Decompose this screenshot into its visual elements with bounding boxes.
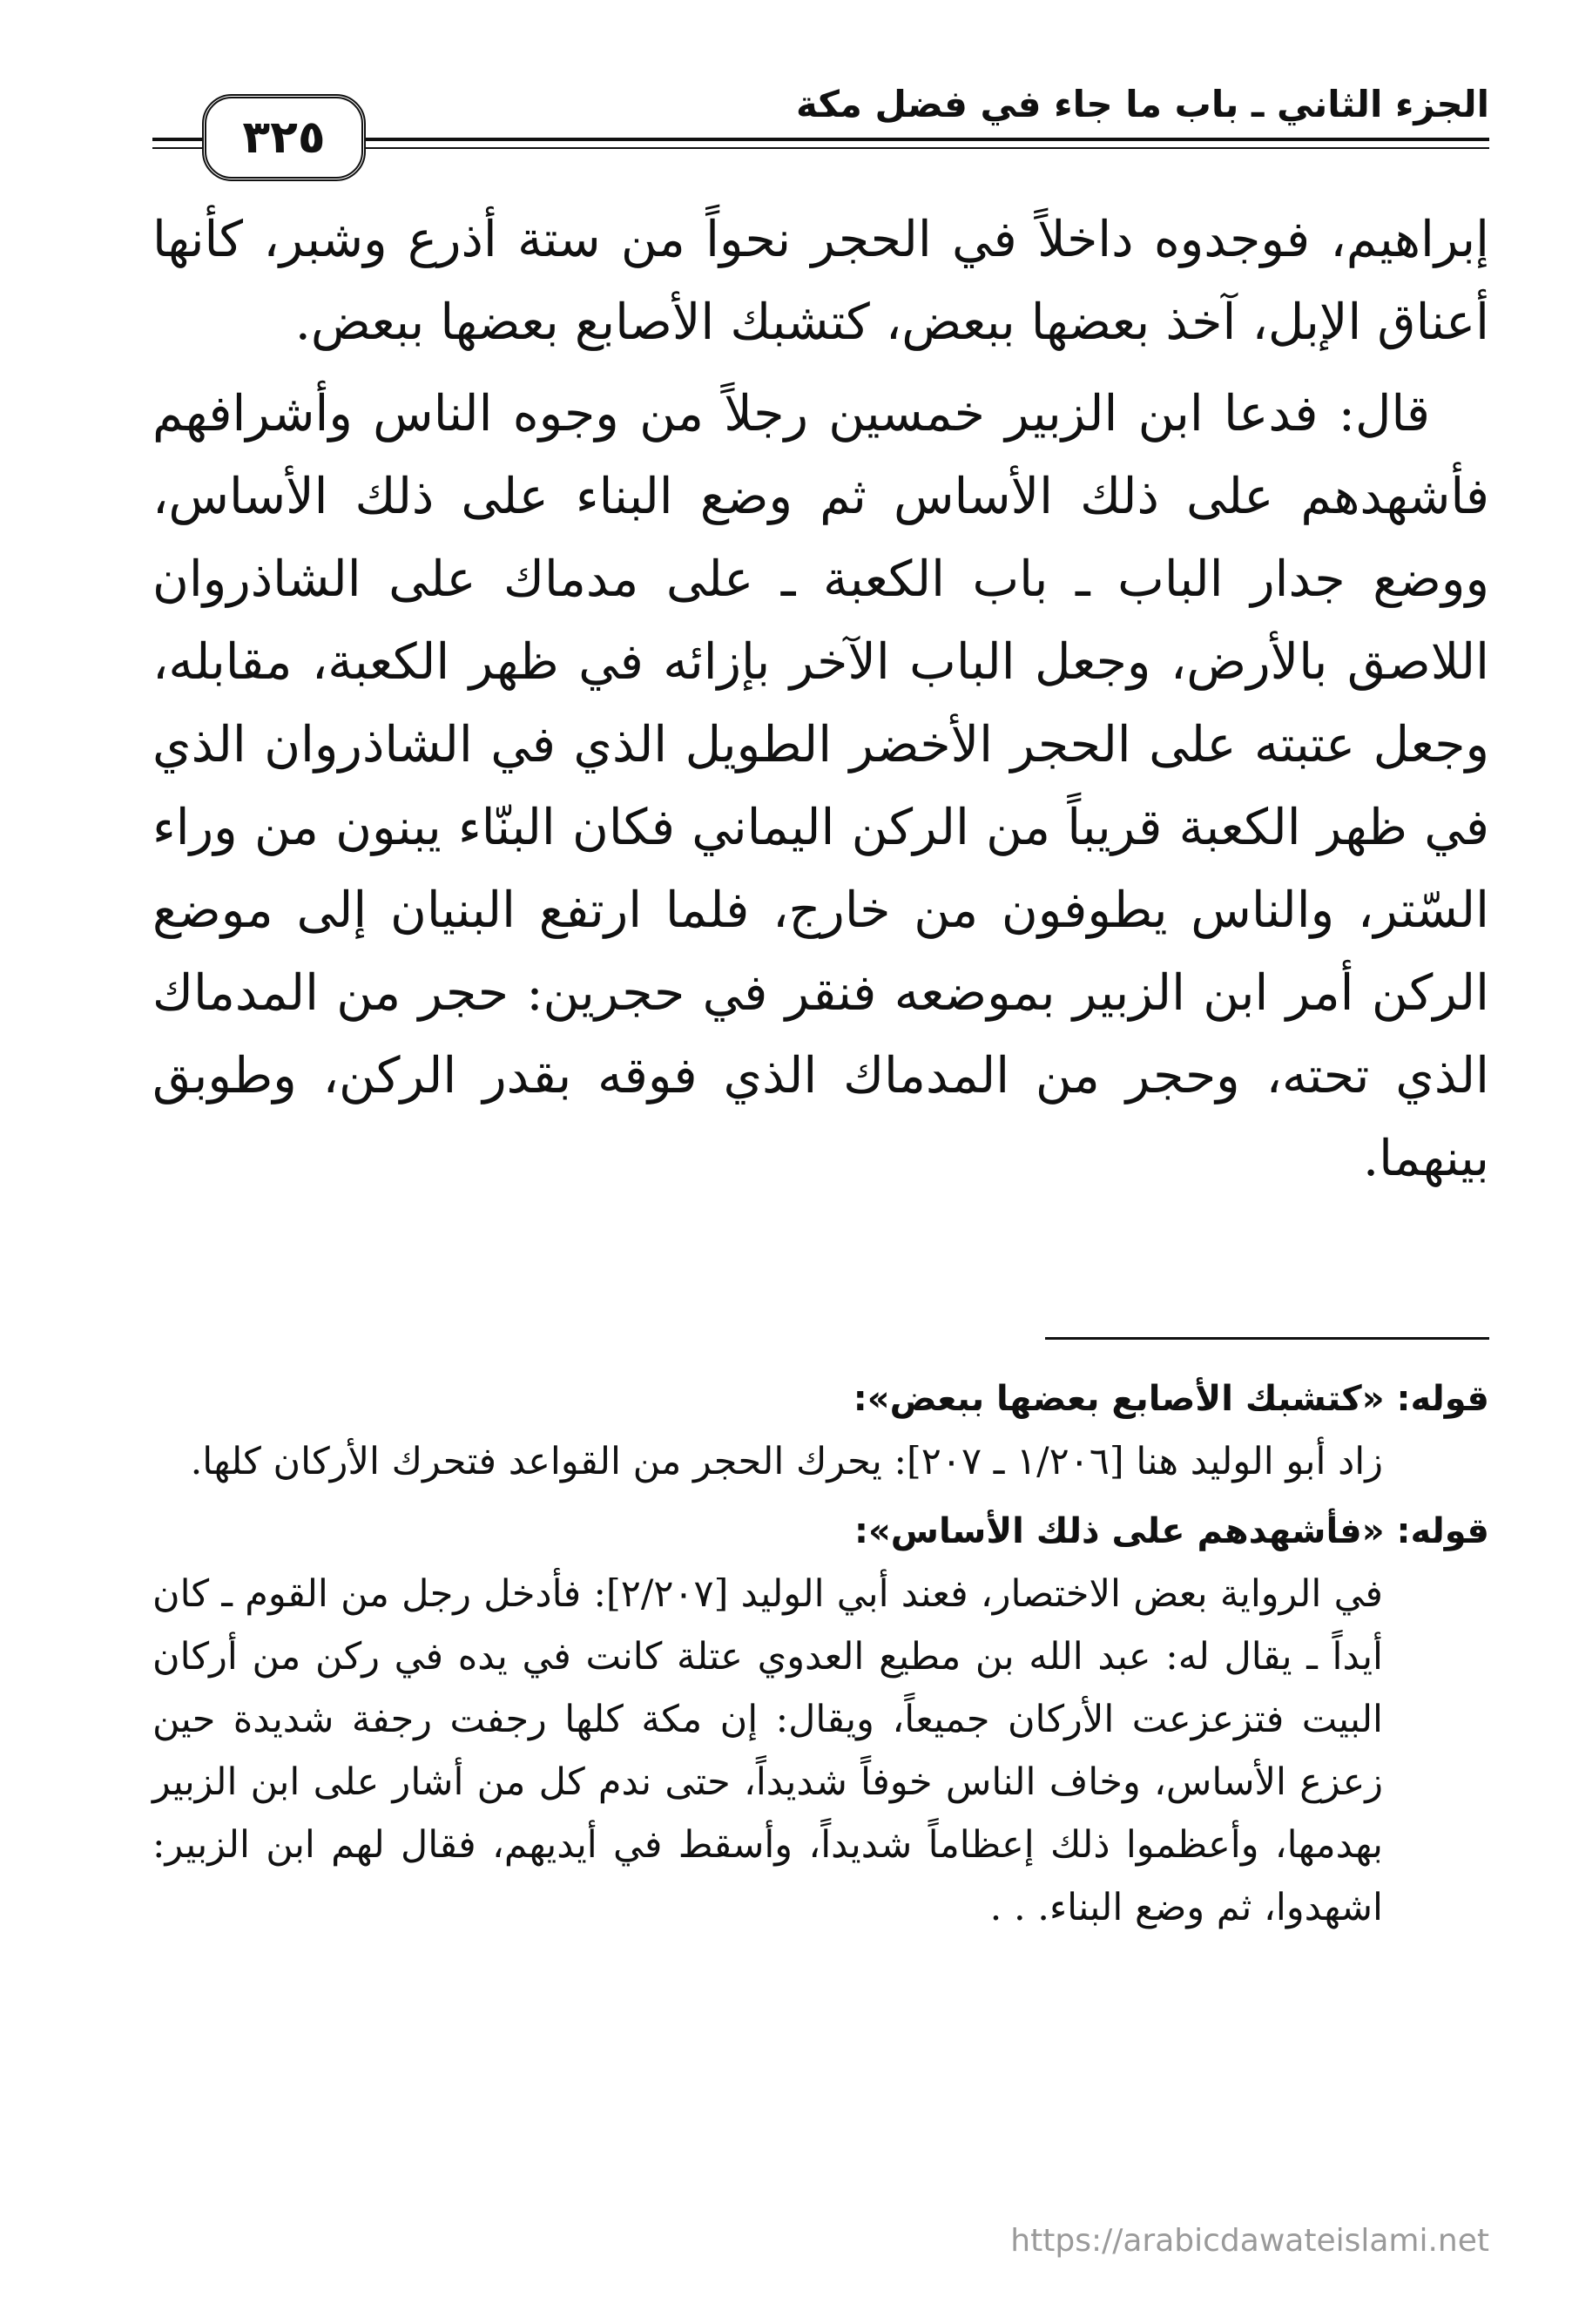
main-paragraph: قال: فدعا ابن الزبير خمسين رجلاً من وجوه الناس وأشرافهم فأشهدهم على ذلك الأساس ثم وضع البناء على ذلك الأساس، ووضع جدار الباب ـ باب الكعبة ـ على مدماك على الشاذروان اللاصق بالأرض، وجعل الباب الآخر بإزائه في ظهر الكعبة، مقابله، وجعل عتبته على الحجر الأخضر الطويل الذي في الشاذروان الذي في ظهر الكعبة قريباً من الركن اليماني فكان البنّاء يبنون من وراء السّتر، والناس يطوفون من خارج، فلما ارتفع البنيان إلى موضع الركن أمر ابن الزبير بموضعه فنقر في حجرين: حجر من المدماك الذي تحته، وحجر من المدماك الذي فوقه بقدر الركن، وطوبق بينهما. [152,385,1489,1187]
watermark-url: https://arabicdawateislami.net [1010,2223,1489,2259]
page-number: ٣٢٥ [242,111,326,164]
main-paragraph: إبراهيم، فوجدوه داخلاً في الحجر نحواً من ستة أذرع وشبر، كأنها أعناق الإبل، آخذ بعضها ببعض، كتشبك الأصابع بعضها ببعض. [152,211,1489,351]
footnote-heading: قوله: «كتشبك الأصابع بعضها ببعض»: [853,1379,1489,1419]
footnotes [152,1368,1489,1939]
running-title: الجزء الثاني ـ باب ما جاء في فضل مكة [795,83,1489,125]
footnote-heading: قوله: «فأشهدهم على ذلك الأساس»: [853,1511,1489,1551]
footnote-separator [1045,1337,1489,1340]
page-number-frame [202,94,366,181]
footnote-body: زاد أبو الوليد هنا [١/٢٠٦ ـ ٢٠٧]: يحرك الحجر من القواعد فتحرك الأركان كلها. [190,1440,1383,1483]
main-text [152,199,1489,1200]
footnote-body: في الرواية بعض الاختصار، فعند أبي الوليد [٢/٢٠٧]: فأدخل رجل من القوم ـ كان أيداً ـ يقال له: عبد الله بن مطيع العدوي عتلة كانت في يده في ركن من أركان البيت فتزعزعت الأركان جميعاً، ويقال: إن مكة كلها رجفت رجفة شديدة حين زعزع الأساس، وخاف الناس خوفاً شديداً، حتى ندم كل من أشار على ابن الزبير بهدمها، وأعظموا ذلك إعظاماً شديداً، وأسقط في أيديهم، فقال لهم ابن الزبير: اشهدوا، ثم وضع البناء. . . [152,1572,1383,1929]
